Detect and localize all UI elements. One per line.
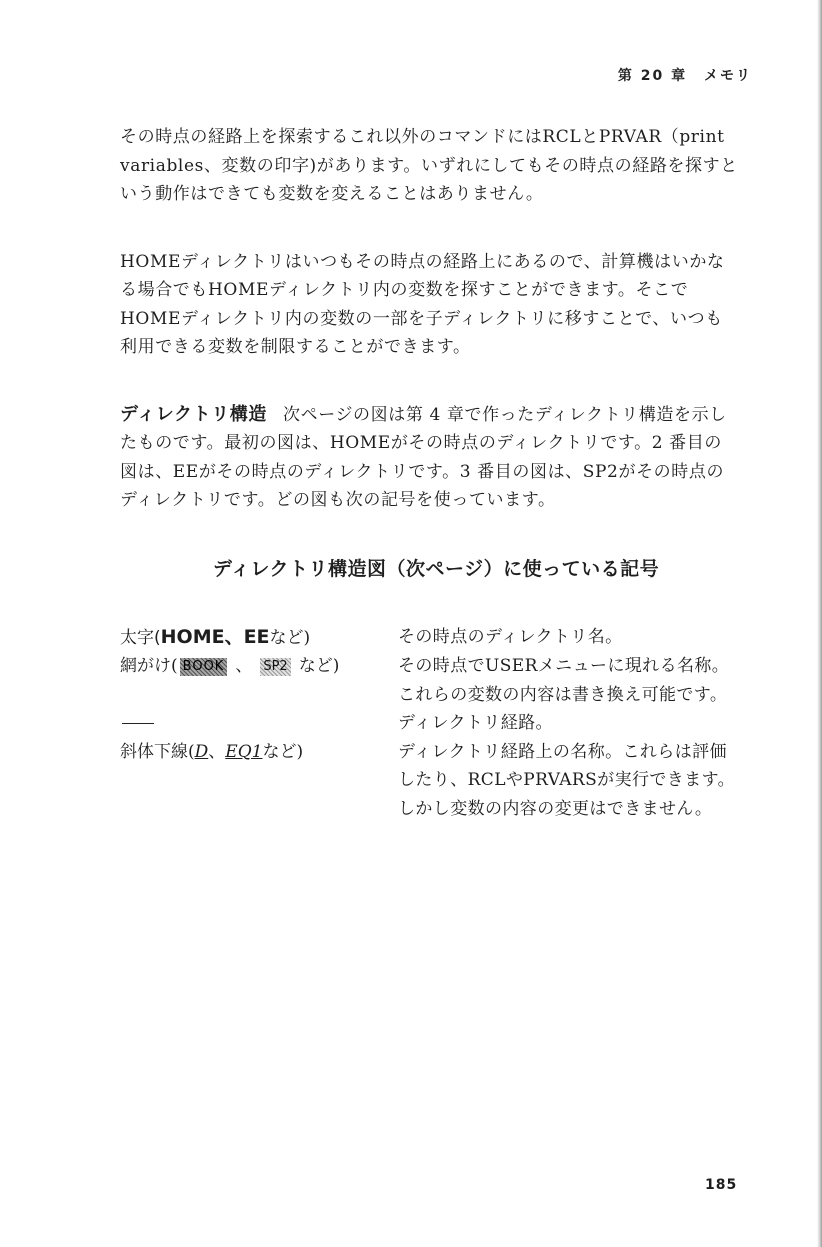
chapter-title: メモリ (704, 68, 752, 84)
paragraph-line: その時点の経路上を探索するこれ以外のコマンドにはRCLとPRVAR（print (120, 127, 725, 147)
italic-sample-eq1: EQ1 (225, 741, 263, 762)
legend-description (398, 623, 752, 653)
paragraph-line: HOMEディレクトリ内の変数の一部を子ディレクトリに移すことで、いつも (120, 308, 723, 329)
paragraph-3 (120, 401, 752, 515)
path-line-sample (122, 723, 154, 724)
legend-key (120, 709, 398, 738)
paragraph-line: る場合でもHOMEディレクトリ内の変数を探すことができます。そこで (120, 280, 689, 300)
legend-desc-line: したり、RCLやPRVARSが実行できます。 (398, 770, 736, 790)
legend-key (120, 738, 398, 824)
legend-row-shaded (120, 652, 752, 709)
paragraph-lead-heading: ディレクトリ構造 (120, 403, 267, 425)
page-body (120, 123, 752, 823)
legend-desc-line: ディレクトリ経路上の名称。これらは評価 (398, 741, 727, 762)
paragraph-line-text: 次ページの図は第 4 章で作ったディレクトリ構造を示し (283, 404, 727, 425)
legend-desc-line: その時点のディレクトリ名。 (398, 626, 623, 647)
legend-row-bold (120, 623, 752, 653)
italic-sample-d: D (194, 741, 209, 762)
paragraph-line: variables、変数の印字)があります。いずれにしてもその時点の経路を探すと (120, 155, 738, 176)
paragraph-1 (120, 123, 752, 209)
symbol-legend (120, 623, 752, 824)
legend-row-italic (120, 738, 752, 824)
legend-key-label: 太字( (120, 627, 161, 648)
paragraph-line: たものです。最初の図は、HOMEがその時点のディレクトリです。2 番目の (120, 433, 722, 453)
chapter-number: 第 20 章 (617, 68, 688, 84)
page-number: 185 (705, 1177, 738, 1193)
paragraph-line: いう動作はできても変数を変えることはありません。 (120, 184, 544, 204)
legend-desc-line: その時点でUSERメニューに現れる名称。 (398, 656, 730, 676)
legend-key-separator: 、 (235, 656, 253, 676)
paragraph-line: HOMEディレクトリはいつもその時点の経路上にあるので、計算機はいかな (120, 251, 725, 272)
paragraph-line: 利用できる変数を制限することができます。 (120, 337, 471, 357)
legend-key-suffix: など) (269, 627, 311, 648)
paragraph-line (120, 401, 752, 430)
legend-desc-line: これらの変数の内容は書き換え可能です。 (398, 684, 728, 705)
legend-key-separator: 、 (208, 741, 226, 762)
legend-key-label: 斜体下線( (120, 741, 195, 762)
legend-key (120, 652, 398, 709)
legend-key-label: 網がけ( (120, 656, 178, 676)
legend-description (398, 652, 752, 709)
legend-desc-line: ディレクトリ経路。 (398, 713, 553, 733)
legend-key (120, 623, 398, 653)
legend-row-path-line (120, 709, 752, 738)
page-edge-shadow (817, 0, 822, 1247)
paragraph-line: 図は、EEがその時点のディレクトリです。3 番目の図は、SP2がその時点の (120, 461, 725, 482)
paragraph-line: ディレクトリです。どの図も次の記号を使っています。 (120, 490, 556, 510)
legend-desc-line: しかし変数の内容の変更はできません。 (398, 798, 713, 819)
running-header (618, 65, 752, 85)
bold-sample: HOME、EE (160, 625, 270, 648)
legend-description (398, 709, 752, 738)
section-title: ディレクトリ構造図（次ページ）に使っている記号 (212, 557, 660, 580)
shaded-sample-book: BOOK (180, 658, 228, 676)
shaded-sample-sp2: SP2 (260, 658, 290, 676)
paragraph-2 (120, 248, 752, 362)
legend-key-suffix: など) (298, 656, 340, 676)
legend-key-suffix: など) (262, 741, 304, 762)
legend-description (398, 738, 752, 824)
